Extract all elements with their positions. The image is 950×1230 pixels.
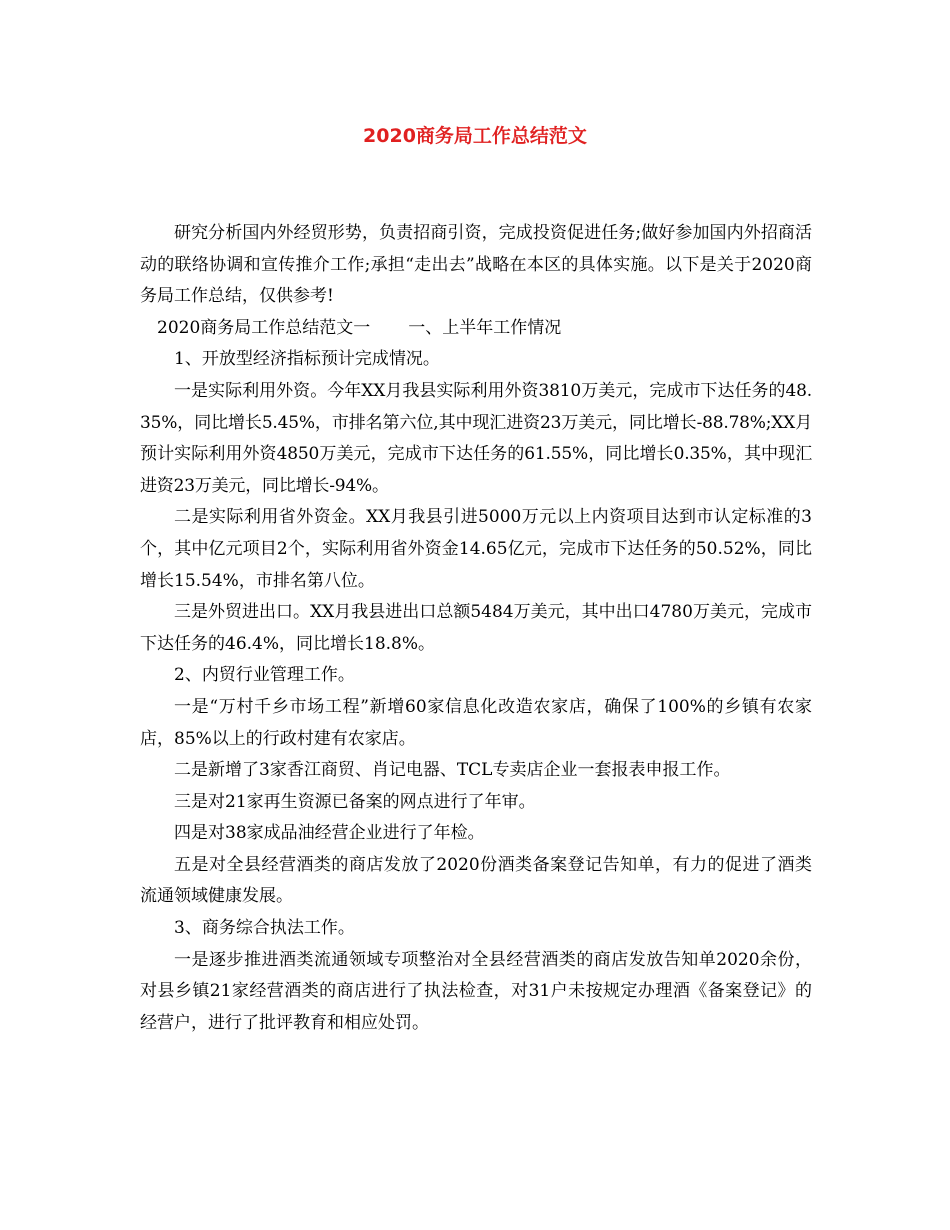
section-heading [140, 313, 812, 345]
paragraph-6: 一是“万村千乡市场工程”新增60家信息化改造农家店，确保了100%的乡镇有农家店，85%以上的行政村建有农家店。 [140, 696, 812, 749]
paragraph-3: 二是实际利用省外资金。XX月我县引进5000万元以上内资项目达到市认定标准的3个，其中亿元项目2个，实际利用省外资金14.65亿元，完成市下达任务的50.52%，同比增长15.54%，市排名第八位。 [140, 507, 812, 591]
paragraph-5: 2、内贸行业管理工作。 [174, 665, 355, 686]
document-body [140, 218, 812, 1039]
section-heading-title: 2020商务局工作总结范文一 [157, 317, 371, 338]
section-heading-subtitle: 一、上半年工作情况 [408, 317, 562, 338]
paragraph-7: 二是新增了3家香江商贸、肖记电器、TCL专卖店企业一套报表申报工作。 [174, 760, 731, 781]
paragraph-12: 一是逐步推进酒类流通领域专项整治对全县经营酒类的商店发放告知单2020余份，对县乡镇21家经营酒类的商店进行了执法检查，对31户未按规定办理酒《备案登记》的经营户，进行了批评教育和相应处罚。 [140, 949, 812, 1033]
paragraph-2: 一是实际利用外资。今年XX月我县实际利用外资3810万美元，完成市下达任务的48.35%，同比增长5.45%，市排名第六位,其中现汇进资23万美元，同比增长-88.78%;XX月预计实际利用外资4850万美元，完成市下达任务的61.55%，同比增长0.35%，其中现汇进资23万美元，同比增长-94%。 [140, 380, 812, 496]
paragraph-11: 3、商务综合执法工作。 [174, 918, 355, 939]
paragraph-8: 三是对21家再生资源已备案的网点进行了年审。 [174, 791, 536, 812]
document-title: 2020商务局工作总结范文 [363, 125, 587, 147]
paragraph-4: 三是外贸进出口。XX月我县进出口总额5484万美元，其中出口4780万美元，完成市下达任务的46.4%，同比增长18.8%。 [140, 602, 812, 654]
paragraph-10: 五是对全县经营酒类的商店发放了2020份酒类备案登记告知单，有力的促进了酒类流通领域健康发展。 [140, 854, 812, 907]
paragraph-9: 四是对38家成品油经营企业进行了年检。 [174, 823, 485, 844]
paragraph-1: 1、开放型经济指标预计完成情况。 [174, 349, 440, 370]
intro-paragraph: 研究分析国内外经贸形势，负责招商引资，完成投资促进任务;做好参加国内外招商活动的联络协调和宣传推介工作;承担“走出去”战略在本区的具体实施。以下是关于2020商务局工作总结，仅供参考! [140, 223, 812, 307]
